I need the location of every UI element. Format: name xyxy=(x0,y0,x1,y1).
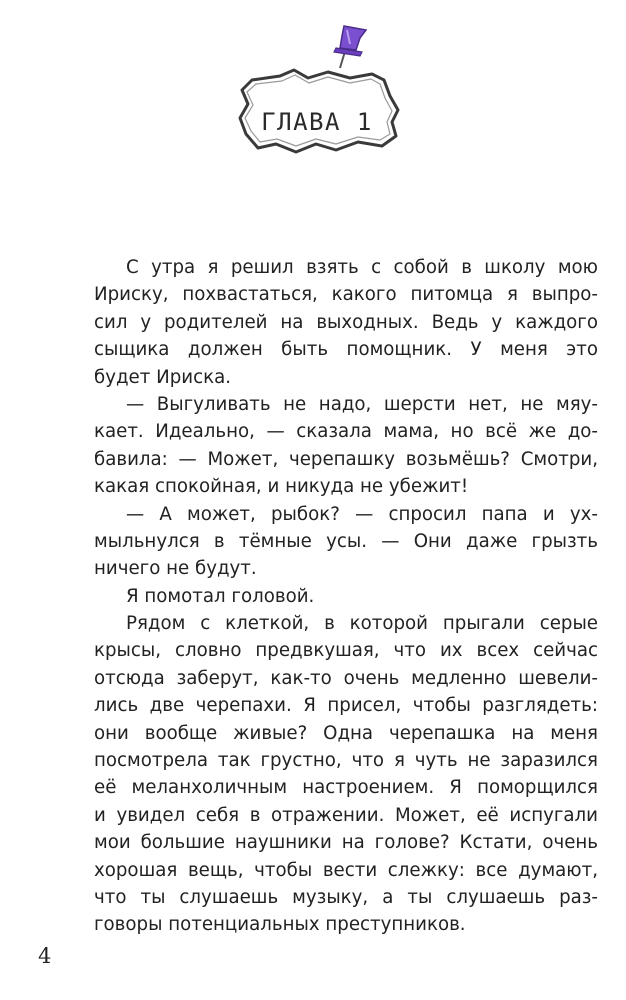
text-line: какая спокойная, и никуда не убежит! xyxy=(94,476,469,498)
text-line: — Выгуливать не надо, шерсти нет, не мяу- xyxy=(126,393,598,415)
page-number: 4 xyxy=(38,944,52,968)
text-line: сил у родителей на выходных. Ведь у каждого xyxy=(94,311,598,333)
chapter-header xyxy=(232,18,402,168)
text-line: бавила: — Может, черепашку возьмёшь? Смотри, xyxy=(94,448,598,470)
text-line: хорошая вещь, чтобы вести слежку: все думают, xyxy=(94,859,598,881)
text-line: ничего не будут. xyxy=(94,558,257,580)
text-line: что ты слушаешь музыку, а ты слушаешь раз- xyxy=(94,886,598,908)
chapter-title: ГЛАВА 1 xyxy=(261,108,373,136)
text-line: лись две черепахи. Я присел, чтобы разглядеть: xyxy=(94,695,598,717)
torn-paper-label xyxy=(232,18,402,168)
text-line: и увидел себя в отражении. Может, её испугали xyxy=(94,804,598,826)
text-line: Рядом с клеткой, в которой прыгали серые xyxy=(126,613,598,635)
text-line: отсюда заберут, как-то очень медленно шевели- xyxy=(94,667,598,689)
text-line: Я помотал головой. xyxy=(126,585,315,607)
text-line: мыльнулся в тёмные усы. — Они даже грызть xyxy=(94,530,598,552)
text-line: — А может, рыбок? — спросил папа и ух- xyxy=(126,503,598,525)
text-line: будет Ириска. xyxy=(94,366,232,388)
text-line: они вообще живые? Одна черепашка на меня xyxy=(94,722,598,744)
text-line: посмотрела так грустно, что я чуть не заразился xyxy=(94,750,598,772)
chapter-body xyxy=(94,254,598,939)
text-line: крысы, словно предвкушая, что их всех сейчас xyxy=(94,640,598,662)
text-line: её меланхоличным настроением. Я поморщился xyxy=(94,777,598,799)
text-line: сыщика должен быть помощник. У меня это xyxy=(94,339,598,361)
text-line: Ириску, похвастаться, какого питомца я выпро- xyxy=(94,284,598,306)
text-line: кает. Идеально, — сказала мама, но всё же до- xyxy=(94,421,598,443)
text-line: говоры потенциальных преступников. xyxy=(94,914,466,936)
text-line: мои большие наушники на голове? Кстати, очень xyxy=(94,832,598,854)
pushpin-icon xyxy=(334,26,366,68)
text-line: С утра я решил взять с собой в школу мою xyxy=(126,257,598,278)
